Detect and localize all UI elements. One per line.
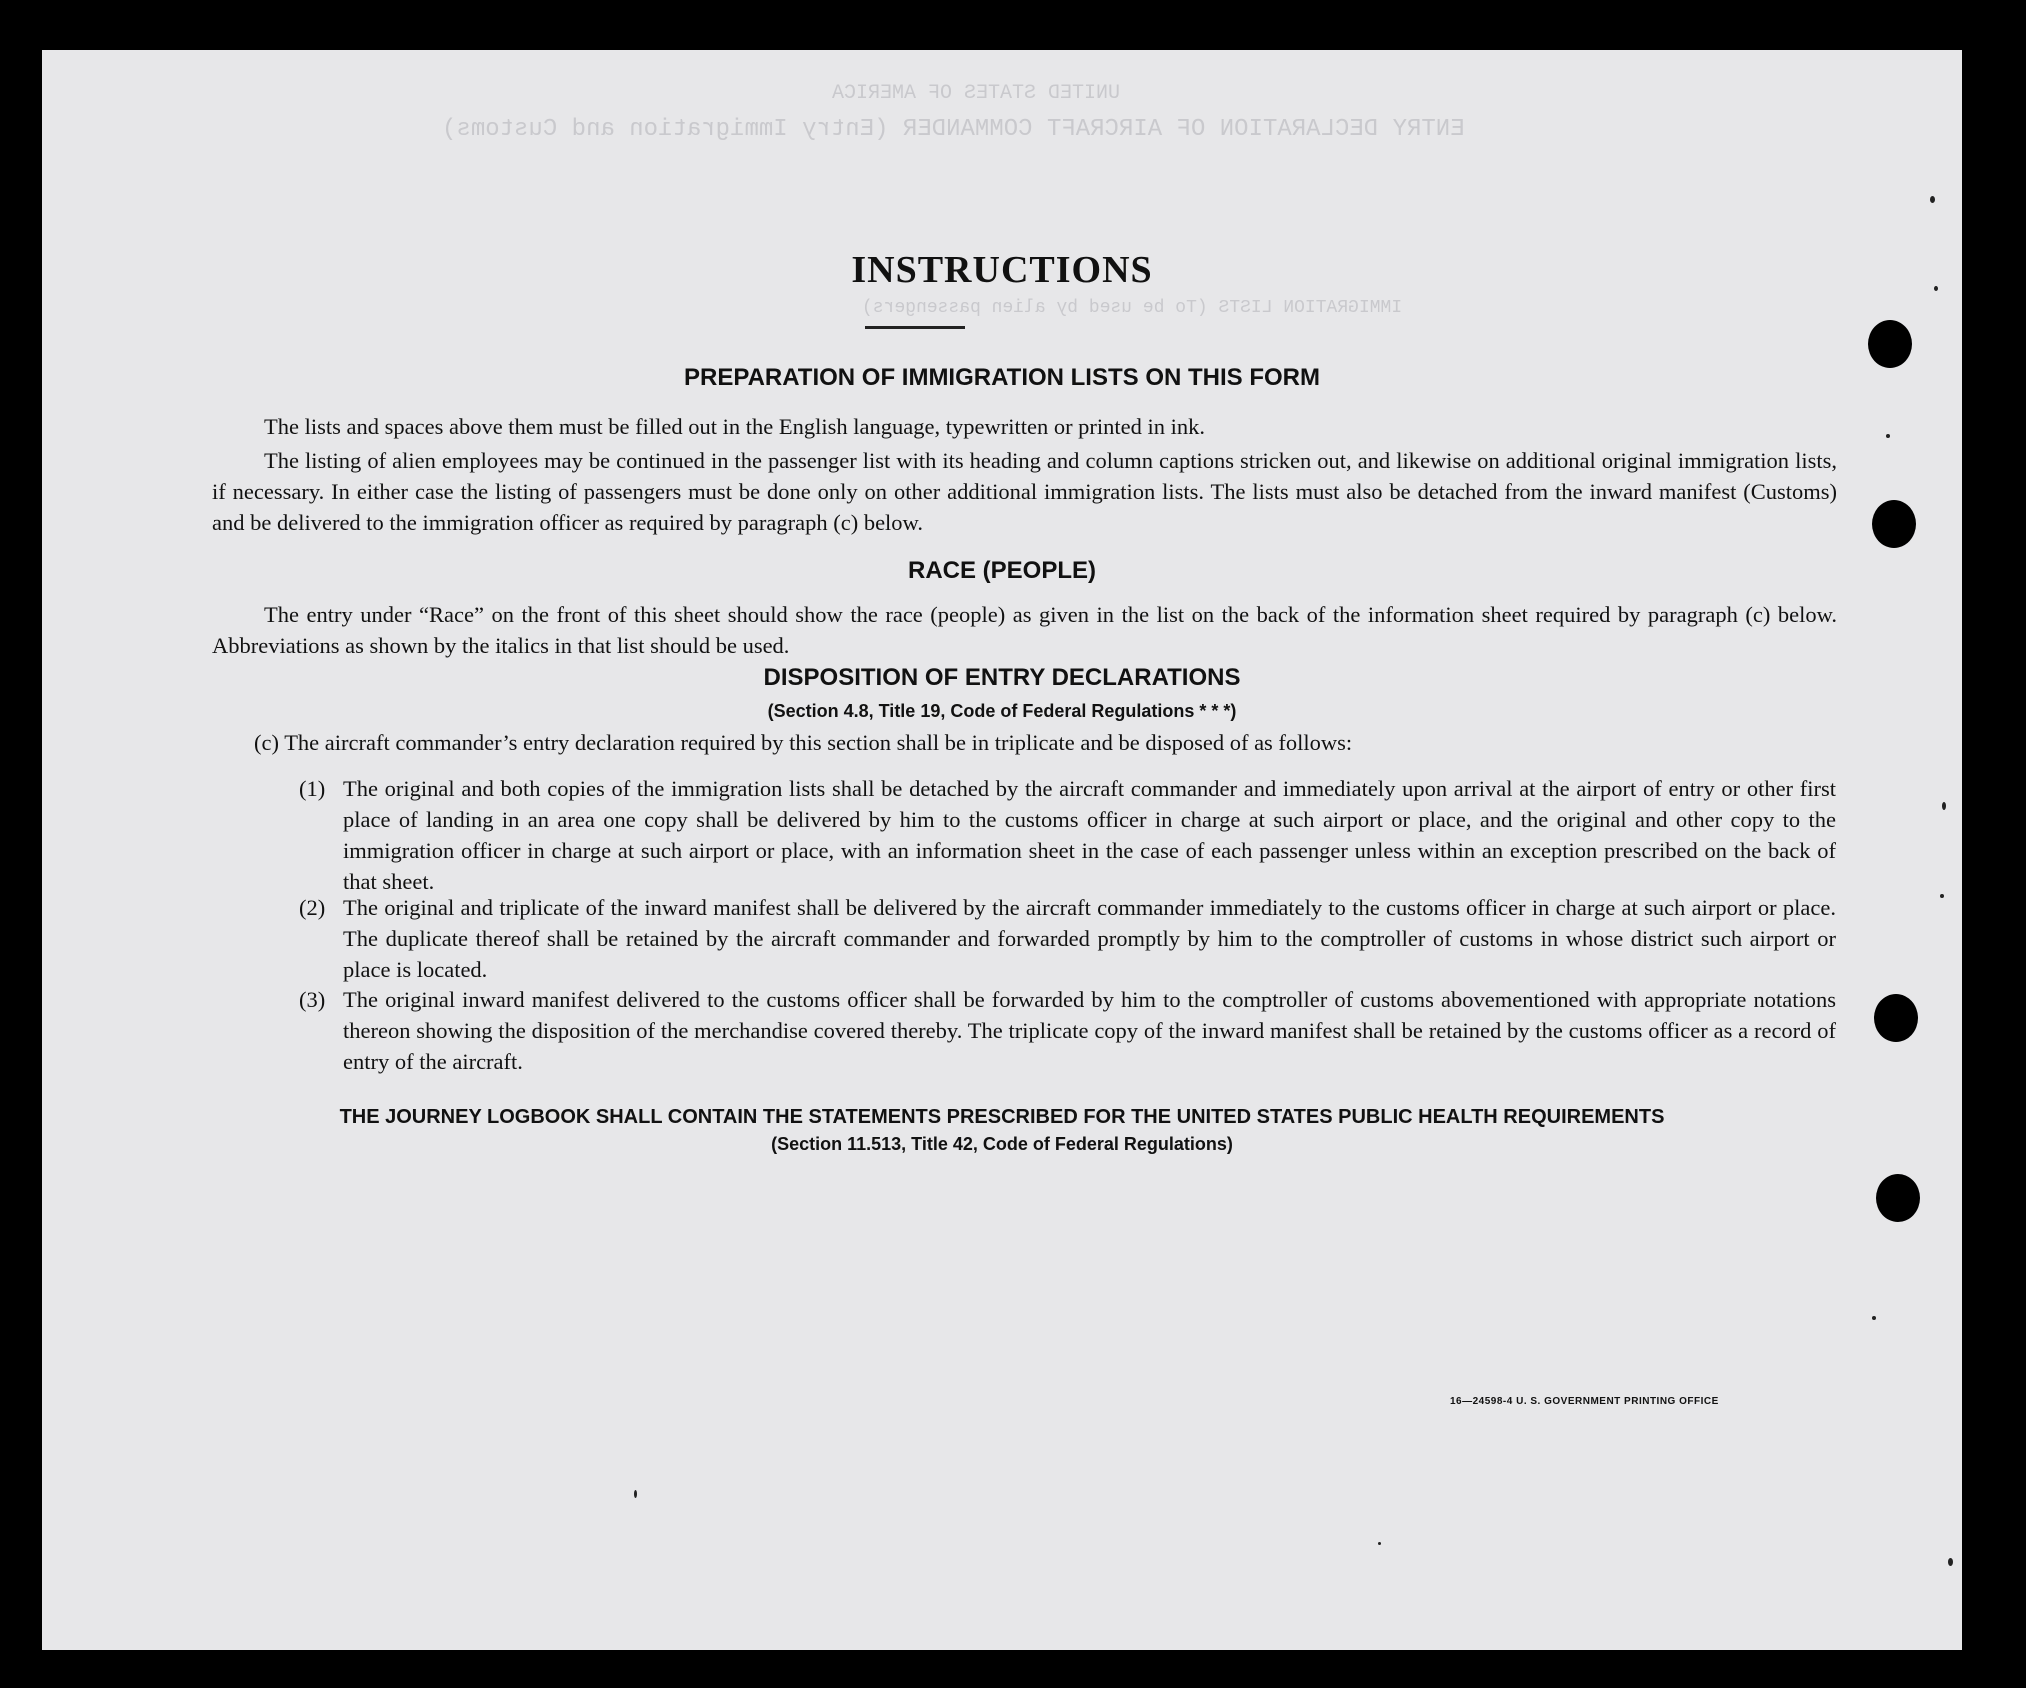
- punch-hole: [1876, 1174, 1920, 1222]
- disposition-heading: DISPOSITION OF ENTRY DECLARATIONS: [763, 664, 1241, 691]
- ink-speck: [1940, 894, 1944, 898]
- scanned-page: [42, 50, 1962, 1650]
- preparation-paragraph-1: The lists and spaces above them must be filled out in the English language, typewritten or printed in ink.: [264, 414, 1206, 439]
- disposition-item-1: [299, 773, 1836, 897]
- bleed-through-line-2: ENTRY DECLARATION OF AIRCRAFT COMMANDER (Entry Immigration and Customs): [442, 116, 1465, 143]
- page-title-row: [42, 248, 1962, 292]
- page-title: INSTRUCTIONS: [851, 249, 1153, 291]
- section-heading-race: [42, 557, 1962, 585]
- section-heading-preparation: [42, 364, 1962, 392]
- ink-speck: [1872, 1316, 1876, 1320]
- item-number: (2): [299, 895, 326, 920]
- footer-citation: (Section 11.513, Title 42, Code of Federal Regulations): [771, 1134, 1233, 1154]
- bleed-through-line-3: IMMIGRATION LISTS (To be used by alien passengers): [862, 298, 1403, 318]
- punch-hole: [1874, 994, 1918, 1042]
- item-text: The original and triplicate of the inward manifest shall be delivered by the aircraft commander immediately to the customs officer in charge at such airport or place. The duplicate thereof shall be retained by the aircraft commander and forwarded promptly by him to the comptroller of customs in whose district such airport or place is located.: [343, 895, 1836, 982]
- race-heading: RACE (PEOPLE): [907, 557, 1096, 584]
- ink-speck: [1886, 434, 1890, 438]
- item-text: The original and both copies of the immigration lists shall be detached by the aircraft commander and immediately upon arrival at the airport of entry or other first place of landing in an area one copy shall be delivered by him to the customs officer in charge at such airport or place, and the original and other copy to the immigration officer in charge at such airport or place, with an information sheet in the case of each passenger unless within an exception prescribed on the back of that sheet.: [343, 776, 1836, 894]
- section-heading-disposition: [42, 664, 1962, 692]
- punch-hole: [1868, 320, 1912, 368]
- disposition-citation-row: [42, 701, 1962, 722]
- item-number: (1): [299, 776, 326, 801]
- bleed-through-line-1: UNITED STATES OF AMERICA: [832, 82, 1121, 105]
- race-paragraph: The entry under “Race” on the front of this sheet should show the race (people) as given in the list on the back of the information sheet required by paragraph (c) below. Abbreviations as shown by the italics in that list should be used.: [212, 602, 1837, 658]
- preparation-heading: PREPARATION OF IMMIGRATION LISTS ON THIS FORM: [684, 364, 1320, 391]
- ink-speck: [1948, 1558, 1953, 1566]
- footer-note: THE JOURNEY LOGBOOK SHALL CONTAIN THE STATEMENTS PRESCRIBED FOR THE UNITED STATES PUBLIC HEALTH REQUIREMENTS: [339, 1106, 1665, 1128]
- punch-hole: [1872, 500, 1916, 548]
- footer-citation-row: [42, 1134, 1962, 1155]
- ink-speck: [1942, 802, 1946, 810]
- disposition-item-3: [299, 984, 1836, 1077]
- preparation-paragraph-2: The listing of alien employees may be continued in the passenger list with its heading and column captions stricken out, and likewise on additional original immigration lists, if necessary. In either case the listing of passengers must be done only on other additional immigration lists. The lists must also be detached from the inward manifest (Customs) and be delivered to the immigration officer as required by paragraph (c) below.: [212, 448, 1837, 535]
- disposition-citation: (Section 4.8, Title 19, Code of Federal Regulations * * *): [767, 701, 1237, 721]
- ink-speck: [634, 1490, 637, 1498]
- item-number: (3): [299, 987, 326, 1012]
- disposition-intro: (c) The aircraft commander’s entry declaration required by this section shall be in triplicate and be disposed of as follows:: [254, 730, 1353, 755]
- footer-note-row: [42, 1106, 1962, 1129]
- ink-speck: [1378, 1542, 1381, 1545]
- printing-office-code: 16—24598-4 U. S. GOVERNMENT PRINTING OFFICE: [1450, 1396, 1719, 1407]
- title-underline: [865, 326, 965, 329]
- item-text: The original inward manifest delivered to the customs officer shall be forwarded by him to the comptroller of customs abovementioned with appropriate notations thereon showing the disposition of the merchandise covered thereby. The triplicate copy of the inward manifest shall be retained by the customs officer as a record of entry of the aircraft.: [343, 987, 1836, 1074]
- ink-speck: [1930, 196, 1935, 203]
- disposition-item-2: [299, 892, 1836, 985]
